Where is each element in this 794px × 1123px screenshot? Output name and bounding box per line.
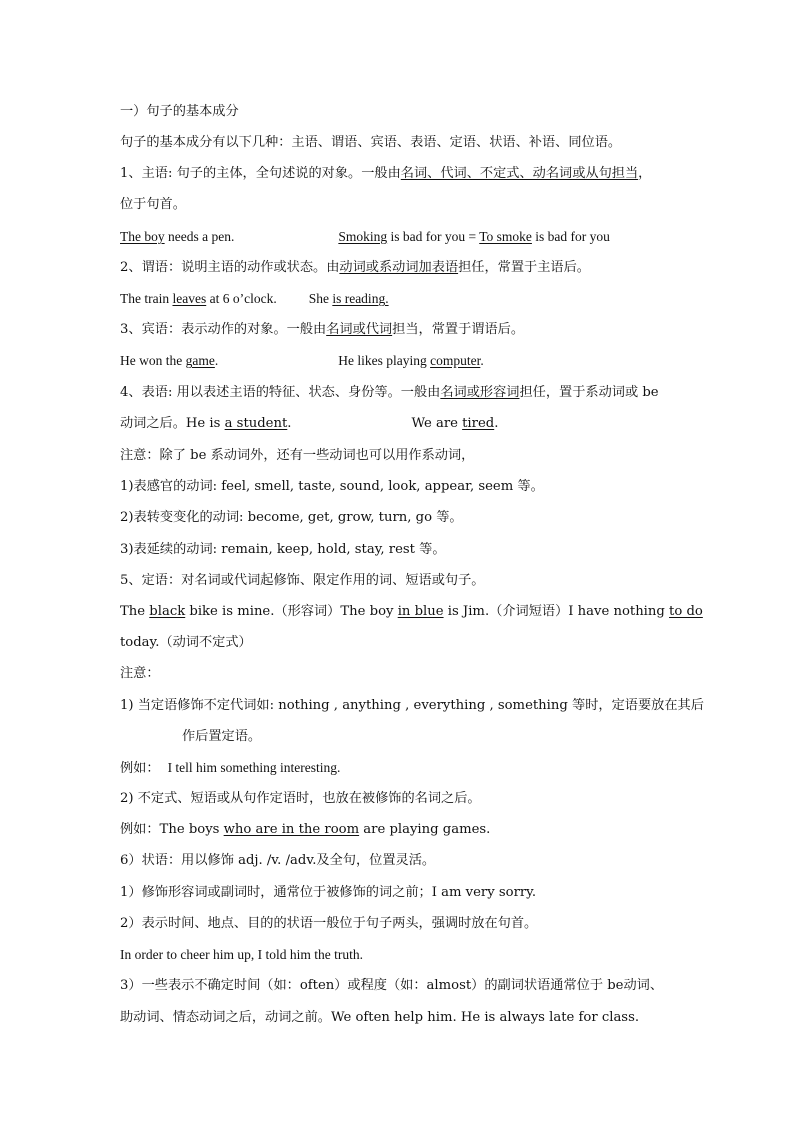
paragraph-attributive: 5、定语：对名词或代词起修饰、限定作用的词、短语或句子。: [120, 573, 485, 588]
adverbial-item-1: 1）修饰形容词或副词时，通常位于被修饰的词之前；I am very sorry.: [120, 885, 537, 900]
note-item-1-cont: 作后置定语。: [182, 729, 262, 744]
paragraph-intro: 句子的基本成分有以下几种：主语、谓语、宾语、表语、定语、状语、补语、同位语。: [120, 135, 622, 150]
adverbial-item-2: 2）表示时间、地点、目的的状语一般位于句子两头，强调时放在句首。: [120, 916, 538, 931]
paragraph-adverbial: 6）状语：用以修饰 adj. /v. /adv.及全句，位置灵活。: [120, 853, 436, 868]
example-attributive-cont: today.（动词不定式）: [120, 635, 252, 650]
example-predicate: The train leaves at 6 o’clock. She is reading.: [120, 291, 389, 306]
list-item-change-verbs: 2)表转变变化的动词: become, get, grow, turn, go 等。: [120, 510, 463, 525]
section-heading: 一）句子的基本成分: [120, 104, 239, 119]
paragraph-predicative: 4、表语: 用以表述主语的特征、状态、身份等。一般由名词或形容词担任，置于系动词或 be: [120, 385, 659, 400]
example-adverbial: In order to cheer him up, I told him the truth.: [120, 947, 363, 962]
adverbial-item-3-cont: 助动词、情态动词之后，动词之前。We often help him. He is always late for class.: [120, 1010, 640, 1025]
note-linking-verbs: 注意：除了 be 系动词外，还有一些动词也可以用作系动词，: [120, 448, 475, 463]
list-item-sense-verbs: 1)表感官的动词: feel, smell, taste, sound, look, appear, seem 等。: [120, 479, 544, 494]
note-item-1: 1) 当定语修饰不定代词如: nothing , anything , everything , something 等时，定语要放在其后: [120, 698, 704, 713]
note-heading: 注意：: [120, 666, 160, 681]
example-attributive: The black bike is mine.（形容词）The boy in blue is Jim.（介词短语）I have nothing to do: [120, 604, 703, 619]
paragraph-predicative-cont: 动词之后。He is a student. We are tired.: [120, 416, 499, 431]
example-postposition: 例如： I tell him something interesting.: [120, 760, 341, 776]
example-clause-attributive: 例如：The boys who are in the room are playing games.: [120, 822, 491, 837]
paragraph-subject: 1、主语: 句子的主体，全句述说的对象。一般由名词、代词、不定式、动名词或从句担当，: [120, 166, 652, 181]
paragraph-object: 3、宾语：表示动作的对象。一般由名词或代词担当，常置于谓语后。: [120, 322, 525, 337]
list-item-continue-verbs: 3)表延续的动词: remain, keep, hold, stay, rest 等。: [120, 542, 446, 557]
adverbial-item-3: 3）一些表示不确定时间（如：often）或程度（如：almost）的副词状语通常位于 be动词、: [120, 978, 664, 993]
example-object: He won the game. He likes playing computer.: [120, 353, 484, 368]
note-item-2: 2) 不定式、短语或从句作定语时，也放在被修饰的名词之后。: [120, 791, 481, 806]
paragraph-predicate: 2、谓语：说明主语的动作或状态。由动词或系动词加表语担任，常置于主语后。: [120, 260, 590, 275]
example-subject: The boy needs a pen. Smoking is bad for you = To smoke is bad for you: [120, 229, 610, 244]
paragraph-subject-cont: 位于句首。: [120, 197, 186, 212]
